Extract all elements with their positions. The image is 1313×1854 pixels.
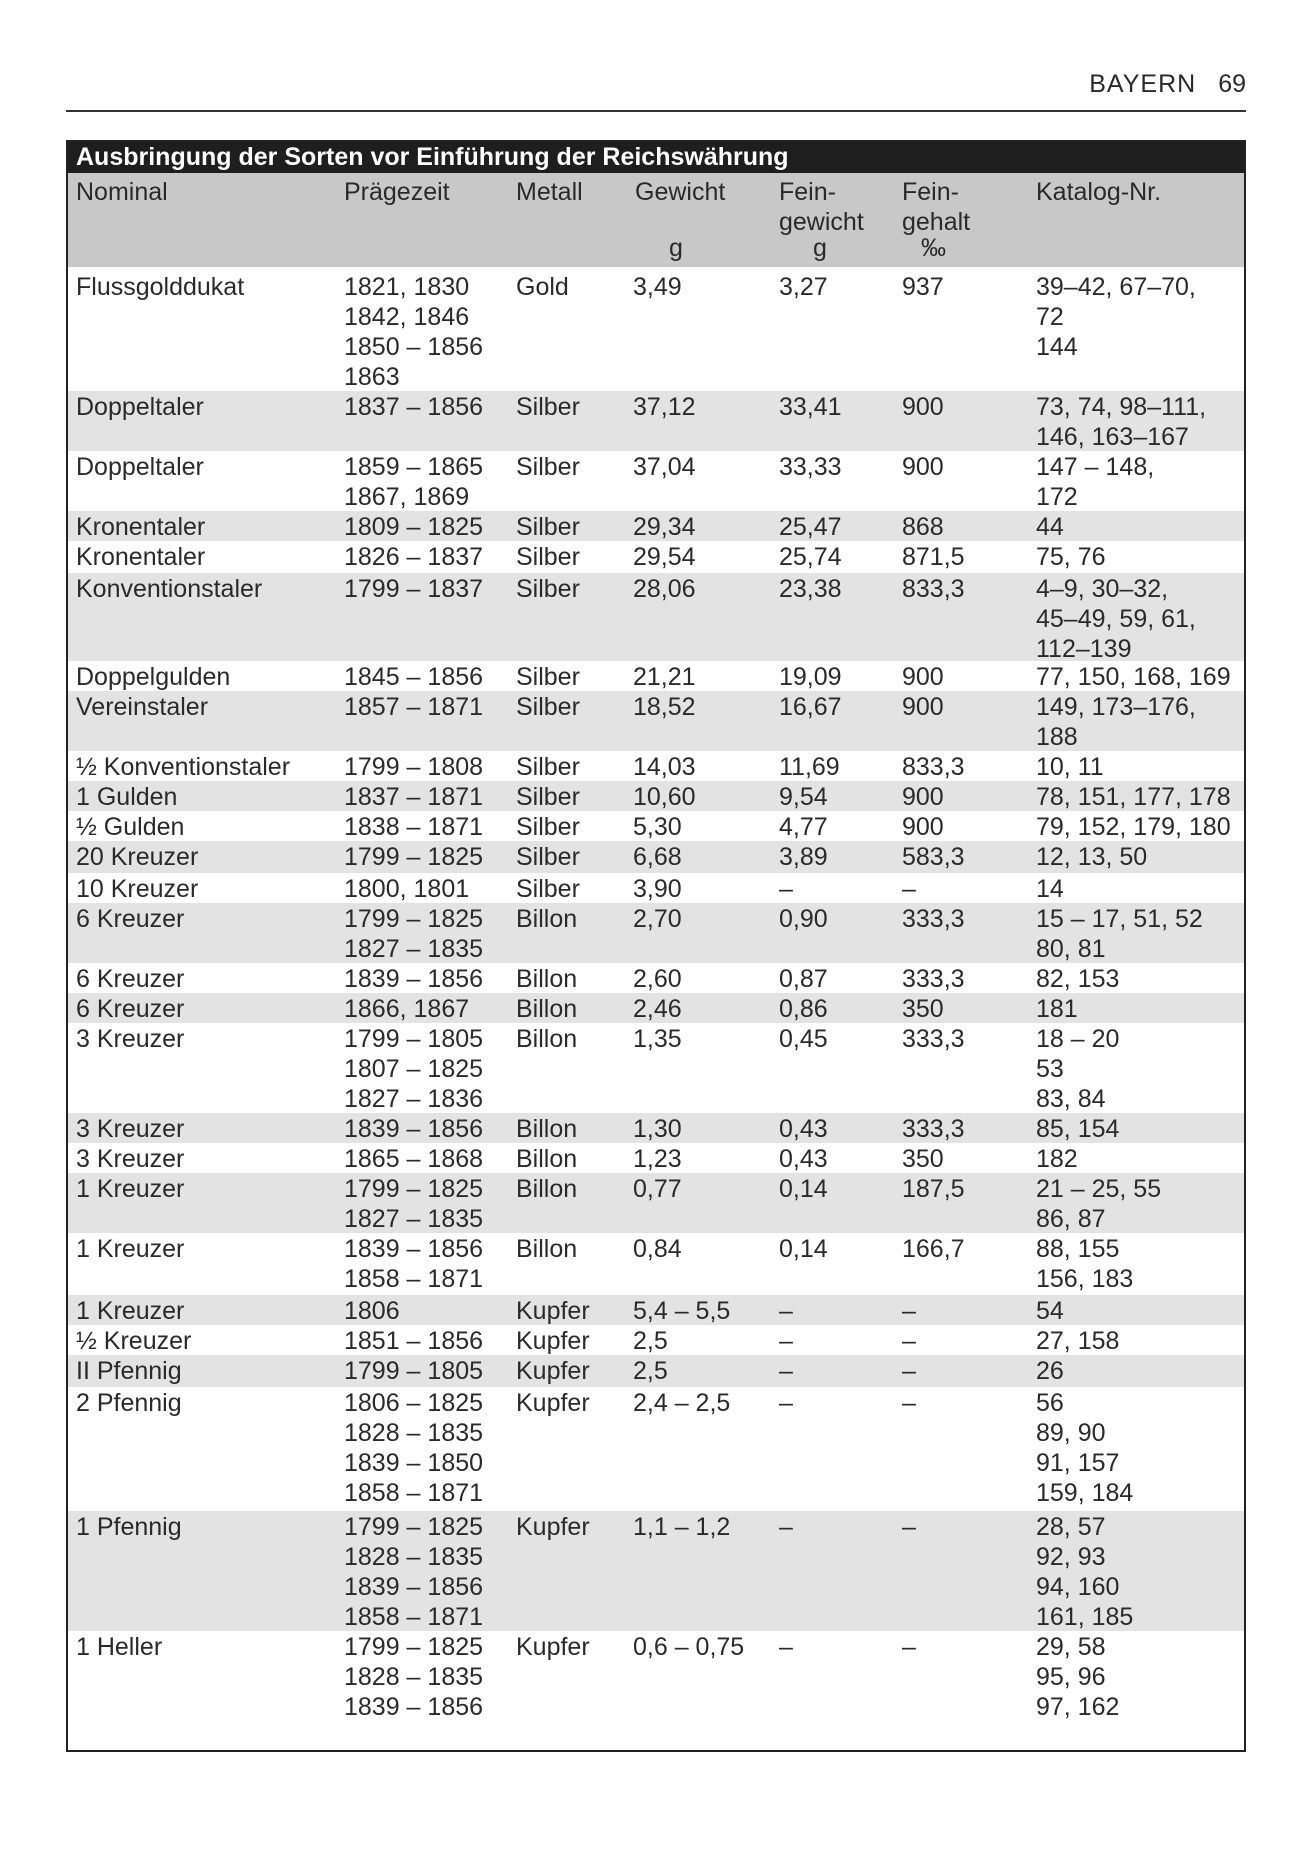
cell-praegezeit: 1799 – 1825 1827 – 1835 xyxy=(344,1175,484,1233)
table-row xyxy=(68,993,1244,1023)
table-row xyxy=(68,1143,1244,1173)
cell-gewicht: 3,49 xyxy=(633,273,682,301)
table-row xyxy=(68,1355,1244,1387)
cell-feingewicht: 23,38 xyxy=(779,575,842,603)
cell-praegezeit: 1809 – 1825 xyxy=(344,513,484,541)
cell-katalog: 54 xyxy=(1036,1297,1064,1325)
cell-feingehalt: 350 xyxy=(902,1145,944,1173)
cell-nominal: 6 Kreuzer xyxy=(76,965,185,993)
cell-feingewicht: – xyxy=(779,1357,793,1385)
cell-metall: Silber xyxy=(516,575,580,603)
cell-feingewicht: 0,90 xyxy=(779,905,828,933)
cell-feingehalt: 868 xyxy=(902,513,944,541)
cell-gewicht: 2,46 xyxy=(633,995,682,1023)
cell-nominal: 1 Heller xyxy=(76,1633,163,1661)
cell-praegezeit: 1821, 1830 1842, 1846 1850 – 1856 1863 xyxy=(344,273,484,391)
table-row xyxy=(68,841,1244,873)
cell-feingewicht: 33,41 xyxy=(779,393,842,421)
cell-praegezeit: 1839 – 1856 xyxy=(344,1115,484,1143)
cell-metall: Silber xyxy=(516,513,580,541)
cell-katalog: 26 xyxy=(1036,1357,1064,1385)
cell-praegezeit: 1799 – 1805 xyxy=(344,1357,484,1385)
table-row xyxy=(68,751,1244,781)
cell-nominal: 3 Kreuzer xyxy=(76,1145,185,1173)
cell-praegezeit: 1837 – 1871 xyxy=(344,783,484,811)
cell-gewicht: 0,6 – 0,75 xyxy=(633,1633,745,1661)
cell-praegezeit: 1799 – 1825 1828 – 1835 1839 – 1856 xyxy=(344,1633,484,1721)
cell-feingewicht: 0,86 xyxy=(779,995,828,1023)
cell-praegezeit: 1800, 1801 xyxy=(344,875,470,903)
cell-metall: Billon xyxy=(516,995,578,1023)
cell-feingewicht: 25,74 xyxy=(779,543,842,571)
cell-feingehalt: 937 xyxy=(902,273,944,301)
cell-feingehalt: 350 xyxy=(902,995,944,1023)
cell-feingehalt: 333,3 xyxy=(902,1025,965,1053)
cell-feingewicht: 9,54 xyxy=(779,783,828,811)
col-header-gewicht: Gewicht xyxy=(635,178,726,206)
cell-praegezeit: 1799 – 1837 xyxy=(344,575,484,603)
col-header-nominal: Nominal xyxy=(76,178,168,206)
cell-praegezeit: 1799 – 1825 xyxy=(344,843,484,871)
cell-gewicht: 2,5 xyxy=(633,1327,668,1355)
cell-feingewicht: 0,14 xyxy=(779,1235,828,1263)
cell-nominal: Flussgolddukat xyxy=(76,273,245,301)
cell-metall: Billon xyxy=(516,905,578,933)
cell-katalog: 149, 173–176, 188 xyxy=(1036,693,1196,751)
cell-katalog: 88, 155 156, 183 xyxy=(1036,1235,1134,1293)
cell-katalog: 10, 11 xyxy=(1036,753,1104,781)
cell-katalog: 28, 57 92, 93 94, 160 161, 185 xyxy=(1036,1513,1134,1631)
cell-gewicht: 21,21 xyxy=(633,663,696,691)
table-row xyxy=(68,271,1244,391)
cell-feingewicht: – xyxy=(779,1389,793,1417)
cell-nominal: Doppeltaler xyxy=(76,393,204,421)
cell-praegezeit: 1837 – 1856 xyxy=(344,393,484,421)
cell-katalog: 85, 154 xyxy=(1036,1115,1120,1143)
cell-katalog: 78, 151, 177, 178 xyxy=(1036,783,1231,811)
cell-feingehalt: 900 xyxy=(902,693,944,721)
cell-gewicht: 1,23 xyxy=(633,1145,682,1173)
table-row xyxy=(68,811,1244,841)
cell-gewicht: 1,35 xyxy=(633,1025,682,1053)
cell-nominal: Kronentaler xyxy=(76,543,206,571)
cell-katalog: 147 – 148, 172 xyxy=(1036,453,1155,511)
cell-feingewicht: 25,47 xyxy=(779,513,842,541)
cell-feingewicht: – xyxy=(779,1327,793,1355)
cell-gewicht: 10,60 xyxy=(633,783,696,811)
cell-metall: Silber xyxy=(516,393,580,421)
table-row xyxy=(68,1295,1244,1325)
cell-metall: Silber xyxy=(516,843,580,871)
cell-nominal: 1 Kreuzer xyxy=(76,1175,185,1203)
cell-nominal: 10 Kreuzer xyxy=(76,875,199,903)
cell-katalog: 181 xyxy=(1036,995,1078,1023)
table-row xyxy=(68,1631,1244,1754)
cell-gewicht: 0,84 xyxy=(633,1235,682,1263)
cell-katalog: 56 89, 90 91, 157 159, 184 xyxy=(1036,1389,1134,1507)
cell-feingewicht: – xyxy=(779,1297,793,1325)
cell-feingehalt: 187,5 xyxy=(902,1175,965,1203)
cell-nominal: 1 Pfennig xyxy=(76,1513,182,1541)
cell-feingewicht: 3,27 xyxy=(779,273,828,301)
cell-feingehalt: 900 xyxy=(902,393,944,421)
cell-katalog: 44 xyxy=(1036,513,1064,541)
cell-katalog: 18 – 20 53 83, 84 xyxy=(1036,1025,1120,1113)
cell-metall: Silber xyxy=(516,753,580,781)
cell-feingewicht: – xyxy=(779,1513,793,1541)
cell-feingewicht: – xyxy=(779,875,793,903)
cell-praegezeit: 1806 xyxy=(344,1297,400,1325)
cell-gewicht: 37,04 xyxy=(633,453,696,481)
cell-gewicht: 18,52 xyxy=(633,693,696,721)
table-row xyxy=(68,1023,1244,1113)
cell-gewicht: 6,68 xyxy=(633,843,682,871)
cell-gewicht: 14,03 xyxy=(633,753,696,781)
cell-feingehalt: 900 xyxy=(902,783,944,811)
cell-metall: Billon xyxy=(516,1115,578,1143)
cell-nominal: II Pfennig xyxy=(76,1357,182,1385)
table-row xyxy=(68,1173,1244,1233)
cell-katalog: 73, 74, 98–111, 146, 163–167 xyxy=(1036,393,1207,451)
cell-gewicht: 1,30 xyxy=(633,1115,682,1143)
cell-feingehalt: 333,3 xyxy=(902,1115,965,1143)
page-header xyxy=(66,68,1246,112)
coin-table xyxy=(66,140,1246,1752)
cell-feingewicht: 0,43 xyxy=(779,1145,828,1173)
cell-feingehalt: – xyxy=(902,1389,916,1417)
cell-gewicht: 37,12 xyxy=(633,393,696,421)
table-row xyxy=(68,1387,1244,1511)
cell-praegezeit: 1845 – 1856 xyxy=(344,663,484,691)
cell-metall: Billon xyxy=(516,1175,578,1203)
cell-feingewicht: 4,77 xyxy=(779,813,828,841)
table-caption: Ausbringung der Sorten vor Einführung der Reichswährung xyxy=(68,142,1244,173)
section-title: BAYERN xyxy=(1089,70,1197,98)
cell-feingewicht: 0,45 xyxy=(779,1025,828,1053)
cell-katalog: 39–42, 67–70, 72 144 xyxy=(1036,273,1196,361)
cell-nominal: Vereinstaler xyxy=(76,693,209,721)
table-row xyxy=(68,451,1244,511)
cell-nominal: Konventionstaler xyxy=(76,575,263,603)
cell-feingewicht: 3,89 xyxy=(779,843,828,871)
cell-gewicht: 2,70 xyxy=(633,905,682,933)
cell-katalog: 29, 58 95, 96 97, 162 xyxy=(1036,1633,1120,1721)
page-number: 69 xyxy=(1218,70,1246,98)
cell-feingehalt: 900 xyxy=(902,663,944,691)
cell-gewicht: 29,34 xyxy=(633,513,696,541)
cell-feingewicht: 0,43 xyxy=(779,1115,828,1143)
cell-feingewicht: 0,14 xyxy=(779,1175,828,1203)
table-row xyxy=(68,1113,1244,1143)
col-header-katalog: Katalog-Nr. xyxy=(1036,178,1162,206)
table-row xyxy=(68,781,1244,811)
col-unit-feingewicht: g xyxy=(813,234,827,262)
cell-metall: Kupfer xyxy=(516,1389,590,1417)
cell-feingehalt: 333,3 xyxy=(902,965,965,993)
cell-gewicht: 3,90 xyxy=(633,875,682,903)
cell-praegezeit: 1826 – 1837 xyxy=(344,543,484,571)
table-row xyxy=(68,903,1244,963)
cell-praegezeit: 1799 – 1805 1807 – 1825 1827 – 1836 xyxy=(344,1025,484,1113)
cell-gewicht: 5,30 xyxy=(633,813,682,841)
cell-metall: Kupfer xyxy=(516,1327,590,1355)
cell-feingehalt: – xyxy=(902,1513,916,1541)
cell-gewicht: 5,4 – 5,5 xyxy=(633,1297,731,1325)
cell-feingewicht: 19,09 xyxy=(779,663,842,691)
cell-praegezeit: 1799 – 1825 1828 – 1835 1839 – 1856 1858 – 1871 xyxy=(344,1513,484,1631)
cell-gewicht: 1,1 – 1,2 xyxy=(633,1513,731,1541)
cell-praegezeit: 1838 – 1871 xyxy=(344,813,484,841)
cell-metall: Billon xyxy=(516,1025,578,1053)
cell-feingehalt: – xyxy=(902,1327,916,1355)
cell-nominal: ½ Gulden xyxy=(76,813,185,841)
cell-feingehalt: 900 xyxy=(902,813,944,841)
cell-katalog: 79, 152, 179, 180 xyxy=(1036,813,1231,841)
cell-feingehalt: 833,3 xyxy=(902,575,965,603)
cell-feingewicht: – xyxy=(779,1633,793,1661)
table-row xyxy=(68,1511,1244,1631)
cell-nominal: 1 Kreuzer xyxy=(76,1297,185,1325)
cell-nominal: ½ Konventionstaler xyxy=(76,753,291,781)
cell-gewicht: 2,5 xyxy=(633,1357,668,1385)
cell-feingehalt: 333,3 xyxy=(902,905,965,933)
cell-nominal: Doppelgulden xyxy=(76,663,231,691)
cell-katalog: 182 xyxy=(1036,1145,1078,1173)
table-header xyxy=(68,173,1244,267)
cell-metall: Silber xyxy=(516,875,580,903)
table-row xyxy=(68,873,1244,903)
cell-praegezeit: 1806 – 1825 1828 – 1835 1839 – 1850 1858 – 1871 xyxy=(344,1389,484,1507)
cell-gewicht: 0,77 xyxy=(633,1175,682,1203)
cell-katalog: 12, 13, 50 xyxy=(1036,843,1148,871)
cell-katalog: 75, 76 xyxy=(1036,543,1106,571)
cell-feingehalt: 166,7 xyxy=(902,1235,965,1263)
cell-praegezeit: 1839 – 1856 1858 – 1871 xyxy=(344,1235,484,1293)
cell-metall: Kupfer xyxy=(516,1633,590,1661)
col-header-feingewicht: Fein- gewicht xyxy=(779,178,864,236)
cell-metall: Silber xyxy=(516,813,580,841)
col-header-feingehalt: Fein- gehalt xyxy=(902,178,971,236)
cell-praegezeit: 1859 – 1865 1867, 1869 xyxy=(344,453,484,511)
cell-feingewicht: 16,67 xyxy=(779,693,842,721)
cell-katalog: 77, 150, 168, 169 xyxy=(1036,663,1231,691)
cell-gewicht: 29,54 xyxy=(633,543,696,571)
cell-feingewicht: 0,87 xyxy=(779,965,828,993)
table-row xyxy=(68,1233,1244,1295)
cell-katalog: 82, 153 xyxy=(1036,965,1120,993)
cell-feingehalt: 583,3 xyxy=(902,843,965,871)
table-row xyxy=(68,1325,1244,1355)
cell-feingehalt: – xyxy=(902,1357,916,1385)
cell-nominal: ½ Kreuzer xyxy=(76,1327,192,1355)
cell-nominal: 6 Kreuzer xyxy=(76,905,185,933)
cell-metall: Billon xyxy=(516,965,578,993)
cell-praegezeit: 1839 – 1856 xyxy=(344,965,484,993)
cell-katalog: 15 – 17, 51, 52 80, 81 xyxy=(1036,905,1203,963)
cell-gewicht: 28,06 xyxy=(633,575,696,603)
cell-feingehalt: 833,3 xyxy=(902,753,965,781)
cell-katalog: 27, 158 xyxy=(1036,1327,1120,1355)
cell-nominal: 3 Kreuzer xyxy=(76,1115,185,1143)
cell-nominal: 3 Kreuzer xyxy=(76,1025,185,1053)
cell-gewicht: 2,60 xyxy=(633,965,682,993)
cell-metall: Silber xyxy=(516,783,580,811)
cell-feingehalt: 900 xyxy=(902,453,944,481)
table-row xyxy=(68,511,1244,541)
cell-metall: Kupfer xyxy=(516,1357,590,1385)
cell-metall: Silber xyxy=(516,453,580,481)
cell-katalog: 14 xyxy=(1036,875,1064,903)
cell-katalog: 21 – 25, 55 86, 87 xyxy=(1036,1175,1162,1233)
col-header-praegezeit: Prägezeit xyxy=(344,178,450,206)
table-row xyxy=(68,691,1244,751)
cell-metall: Silber xyxy=(516,663,580,691)
cell-feingewicht: 11,69 xyxy=(779,753,840,781)
col-unit-feingehalt: ‰ xyxy=(921,234,946,262)
cell-praegezeit: 1799 – 1808 xyxy=(344,753,484,781)
cell-metall: Silber xyxy=(516,543,580,571)
cell-nominal: 6 Kreuzer xyxy=(76,995,185,1023)
col-unit-gewicht: g xyxy=(669,234,683,262)
cell-praegezeit: 1857 – 1871 xyxy=(344,693,484,721)
cell-nominal: Doppeltaler xyxy=(76,453,204,481)
table-row xyxy=(68,541,1244,573)
cell-feingehalt: – xyxy=(902,1297,916,1325)
cell-metall: Kupfer xyxy=(516,1513,590,1541)
cell-feingehalt: – xyxy=(902,875,916,903)
cell-metall: Kupfer xyxy=(516,1297,590,1325)
cell-nominal: Kronentaler xyxy=(76,513,206,541)
cell-feingehalt: 871,5 xyxy=(902,543,965,571)
table-row xyxy=(68,661,1244,691)
cell-praegezeit: 1799 – 1825 1827 – 1835 xyxy=(344,905,484,963)
table-row xyxy=(68,963,1244,993)
cell-metall: Billon xyxy=(516,1235,578,1263)
cell-gewicht: 2,4 – 2,5 xyxy=(633,1389,731,1417)
cell-metall: Silber xyxy=(516,693,580,721)
col-header-metall: Metall xyxy=(516,178,583,206)
cell-metall: Gold xyxy=(516,273,569,301)
cell-praegezeit: 1851 – 1856 xyxy=(344,1327,484,1355)
table-row xyxy=(68,391,1244,451)
cell-katalog: 4–9, 30–32, 45–49, 59, 61, 112–139 xyxy=(1036,575,1196,663)
cell-feingewicht: 33,33 xyxy=(779,453,842,481)
cell-praegezeit: 1866, 1867 xyxy=(344,995,470,1023)
cell-nominal: 2 Pfennig xyxy=(76,1389,182,1417)
running-head xyxy=(1089,70,1246,99)
table-row xyxy=(68,573,1244,661)
cell-nominal: 1 Kreuzer xyxy=(76,1235,185,1263)
cell-nominal: 20 Kreuzer xyxy=(76,843,199,871)
cell-nominal: 1 Gulden xyxy=(76,783,178,811)
cell-metall: Billon xyxy=(516,1145,578,1173)
cell-feingehalt: – xyxy=(902,1633,916,1661)
cell-praegezeit: 1865 – 1868 xyxy=(344,1145,484,1173)
